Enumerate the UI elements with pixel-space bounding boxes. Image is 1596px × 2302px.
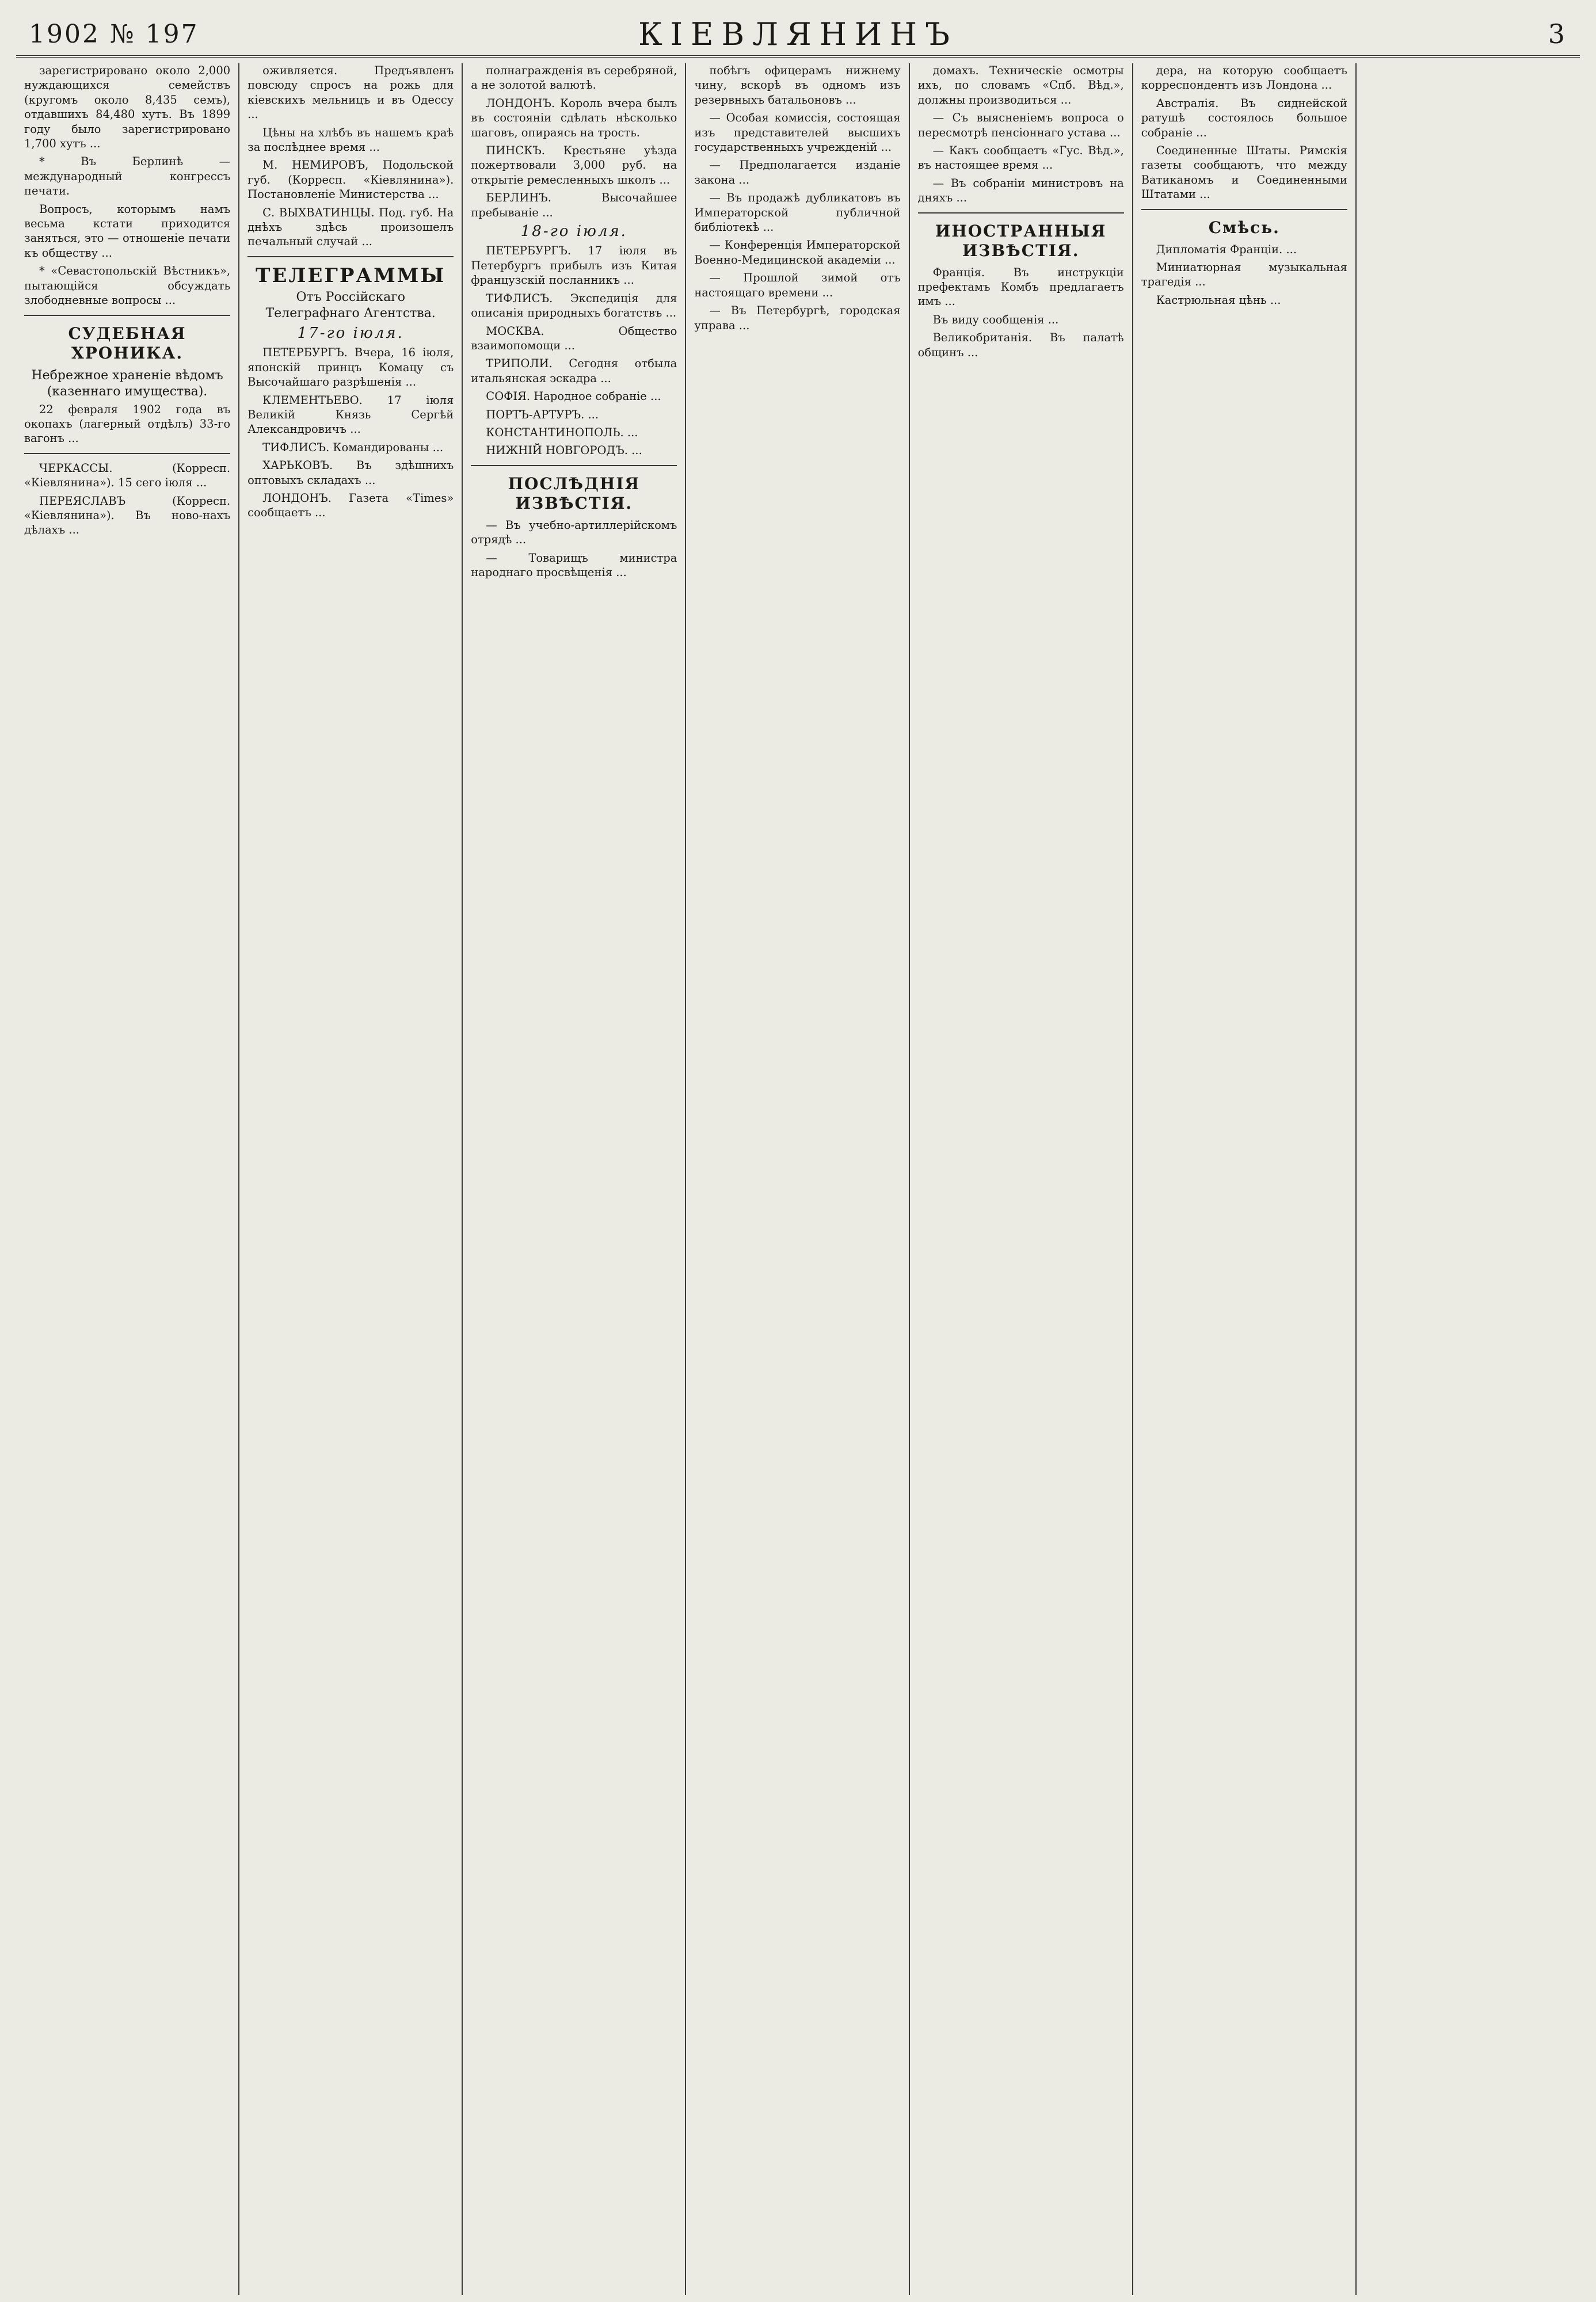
- article-paragraph: 22 февраля 1902 года въ окопахъ (лагерный отдѣлъ) 33-го вагонъ ...: [24, 402, 231, 445]
- telegram-item: ПЕТЕРБУРГЪ. 17 іюля въ Петербургъ прибылъ изъ Китая французскій посланникъ ...: [471, 244, 677, 287]
- telegram-item: ТИФЛИСЪ. Экспедиція для описанія природныхъ богатствъ ...: [471, 291, 677, 320]
- article-paragraph: — Прошлой зимой отъ настоящаго времени ...: [694, 271, 901, 299]
- article-paragraph: Соединенные Штаты. Римскія газеты сообщаютъ, что между Ватиканомъ и Соединенными Штатами ...: [1141, 144, 1347, 201]
- newspaper-title: КІЕВЛЯНИНЪ: [638, 16, 958, 52]
- telegram-item: БЕРЛИНЪ. Высочайшее пребываніе ...: [471, 191, 677, 219]
- divider: [24, 453, 230, 454]
- divider: [918, 212, 1124, 214]
- telegram-item: ПИНСКЪ. Крестьяне уѣзда пожертвовали 3,000 руб. на открытіе ремесленныхъ школъ ...: [471, 144, 677, 186]
- article-paragraph: Цѣны на хлѣбъ въ нашемъ краѣ за послѣднее время ...: [247, 125, 454, 154]
- article-paragraph: — Въ Петербургѣ, городская управа ...: [694, 304, 901, 332]
- telegram-item: СОФІЯ. Народное собраніе ...: [486, 390, 661, 403]
- article-paragraph: — Какъ сообщаетъ «Гус. Вѣд.», въ настоящее время ...: [917, 144, 1124, 172]
- telegram-item: ПОРТЪ-АРТУРЪ. ...: [486, 407, 599, 421]
- telegram-item: НИЖНІЙ НОВГОРОДЪ. ...: [486, 444, 642, 458]
- divider: [247, 256, 454, 257]
- article-paragraph: — Съ выясненіемъ вопроса о пересмотрѣ пенсіоннаго устава ...: [917, 111, 1124, 139]
- telegram-item: ЛОНДОНЪ. Газета «Times» сообщаетъ ...: [247, 491, 454, 520]
- article-paragraph: — Въ продажѣ дубликатовъ въ Императорской публичной библіотекѣ ...: [694, 191, 901, 234]
- telegram-item: ПЕТЕРБУРГЪ. Вчера, 16 іюля, японскій принцъ Комацу съ Высочайшаго разрѣшенія ...: [247, 346, 454, 389]
- article-paragraph: Австралія. Въ сиднейской ратушѣ состоялось большое собраніе ...: [1141, 96, 1347, 139]
- telegram-item: ТИФЛИСЪ. Командированы ...: [262, 440, 444, 454]
- section-heading: ТЕЛЕГРАММЫ: [256, 264, 446, 287]
- telegram-item: КОНСТАНТИНОПОЛЬ. ...: [486, 425, 638, 439]
- telegram-item: ТРИПОЛИ. Сегодня отбыла итальянская эскадра ...: [471, 357, 677, 385]
- column-5: [910, 63, 1133, 2295]
- article-paragraph: — Конференція Императорской Военно-Медицинской академіи ...: [694, 238, 901, 266]
- article-paragraph: — Въ собраніи министровъ на дняхъ ...: [917, 176, 1124, 205]
- column-7: [1357, 63, 1580, 2295]
- article-paragraph: зарегистрировано около 2,000 нуждающихся семействъ (кругомъ около 8,435 семъ), отдавшихъ 84,480 хутъ. Въ 1899 году было зарегистрировано 1,700 хутъ ...: [24, 64, 231, 151]
- columns: [16, 63, 1580, 2295]
- article-paragraph: Вопросъ, которымъ намъ весьма кстати приходится заняться, это — отношеніе печати къ обществу ...: [24, 202, 231, 260]
- article-paragraph: — Товарищъ министра народнаго просвѣщенія ...: [471, 551, 677, 579]
- article-paragraph: М. НЕМИРОВЪ, Подольской губ. (Корресп. «Кіевлянина»). Постановленіе Министерства ...: [247, 158, 454, 201]
- issue-number: 1902 № 197: [29, 20, 199, 49]
- divider: [471, 465, 677, 466]
- section-subheading: Отъ Россійскаго Телеграфнаго Агентства.: [265, 289, 436, 321]
- article-paragraph: — Въ учебно-артиллерійскомъ отрядѣ ...: [471, 518, 677, 547]
- page-number: 3: [1548, 18, 1565, 49]
- column-1: [16, 63, 239, 2295]
- date-heading: 18-го іюля.: [520, 223, 627, 241]
- article-paragraph: оживляется. Предъявленъ повсюду спросъ на рожь для кіевскихъ мельницъ и въ Одессу ...: [247, 64, 454, 121]
- divider: [1141, 209, 1347, 210]
- article-paragraph: Дипломатія Франціи. ...: [1156, 242, 1297, 256]
- column-6: [1133, 63, 1357, 2295]
- article-paragraph: С. ВЫХВАТИНЦЫ. Под. губ. На днѣхъ здѣсь произошелъ печальный случай ...: [247, 205, 454, 249]
- telegram-item: КЛЕМЕНТЬЕВО. 17 іюля Великій Князь Сергѣй Александровичъ ...: [247, 393, 454, 436]
- telegram-item: ХАРЬКОВЪ. Въ здѣшнихъ оптовыхъ складахъ ...: [247, 459, 454, 487]
- article-paragraph: Миниатюрная музыкальная трагедія ...: [1141, 261, 1347, 289]
- column-3: [463, 63, 686, 2295]
- telegram-item: МОСКВА. Общество взаимопомощи ...: [471, 324, 677, 352]
- article-paragraph: Кастрюльная цѣнь ...: [1156, 293, 1281, 307]
- article-paragraph: Великобританія. Въ палатѣ общинъ ...: [917, 331, 1124, 359]
- article-paragraph: домахъ. Техническіе осмотры ихъ, по словамъ «Спб. Вѣд.», должны производиться ...: [917, 64, 1124, 106]
- article-paragraph: ЧЕРКАССЫ. (Корресп. «Кіевлянина»). 15 сего іюля ...: [24, 461, 231, 490]
- article-paragraph: побѣгъ офицерамъ нижнему чину, вскорѣ въ одномъ изъ резервныхъ батальоновъ ...: [694, 64, 901, 106]
- column-2: [239, 63, 463, 2295]
- article-paragraph: Въ виду сообщенія ...: [932, 312, 1059, 326]
- date-heading: 17-го іюля.: [297, 324, 404, 342]
- section-subheading: Небрежное храненіе вѣдомъ (казеннаго имущества).: [31, 368, 223, 399]
- section-heading: ПОСЛѢДНІЯ ИЗВѢСТІЯ.: [508, 474, 641, 513]
- article-paragraph: — Предполагается изданіе закона ...: [694, 158, 901, 186]
- article-paragraph: дера, на которую сообщаетъ корреспондентъ изъ Лондона ...: [1141, 64, 1347, 92]
- article-paragraph: ПЕРЕЯСЛАВЪ (Корресп. «Кіевлянина»). Въ ново-нахъ дѣлахъ ...: [24, 494, 231, 537]
- article-paragraph: * Въ Берлинѣ — международный конгрессъ печати.: [24, 155, 231, 198]
- section-heading: СУДЕБНАЯ ХРОНИКА.: [68, 323, 186, 363]
- telegram-item: полнагражденія въ серебряной, а не золотой валютѣ.: [471, 64, 677, 92]
- divider: [24, 315, 230, 316]
- article-paragraph: — Особая комиссія, состоящая изъ представителей высшихъ государственныхъ учрежденій ...: [694, 111, 901, 154]
- column-4: [686, 63, 909, 2295]
- masthead: [16, 10, 1580, 58]
- section-heading: Смѣсь.: [1208, 218, 1280, 237]
- section-heading: ИНОСТРАННЫЯ ИЗВѢСТІЯ.: [935, 221, 1107, 260]
- telegram-item: ЛОНДОНЪ. Король вчера былъ въ состояніи сдѣлать нѣсколько шаговъ, опираясь на трость.: [471, 96, 677, 139]
- article-paragraph: Франція. Въ инструкціи префектамъ Комбъ предлагаетъ имъ ...: [917, 265, 1124, 308]
- article-paragraph: * «Севастопольскій Вѣстникъ», пытающійся обсуждать злободневные вопросы ...: [24, 264, 231, 307]
